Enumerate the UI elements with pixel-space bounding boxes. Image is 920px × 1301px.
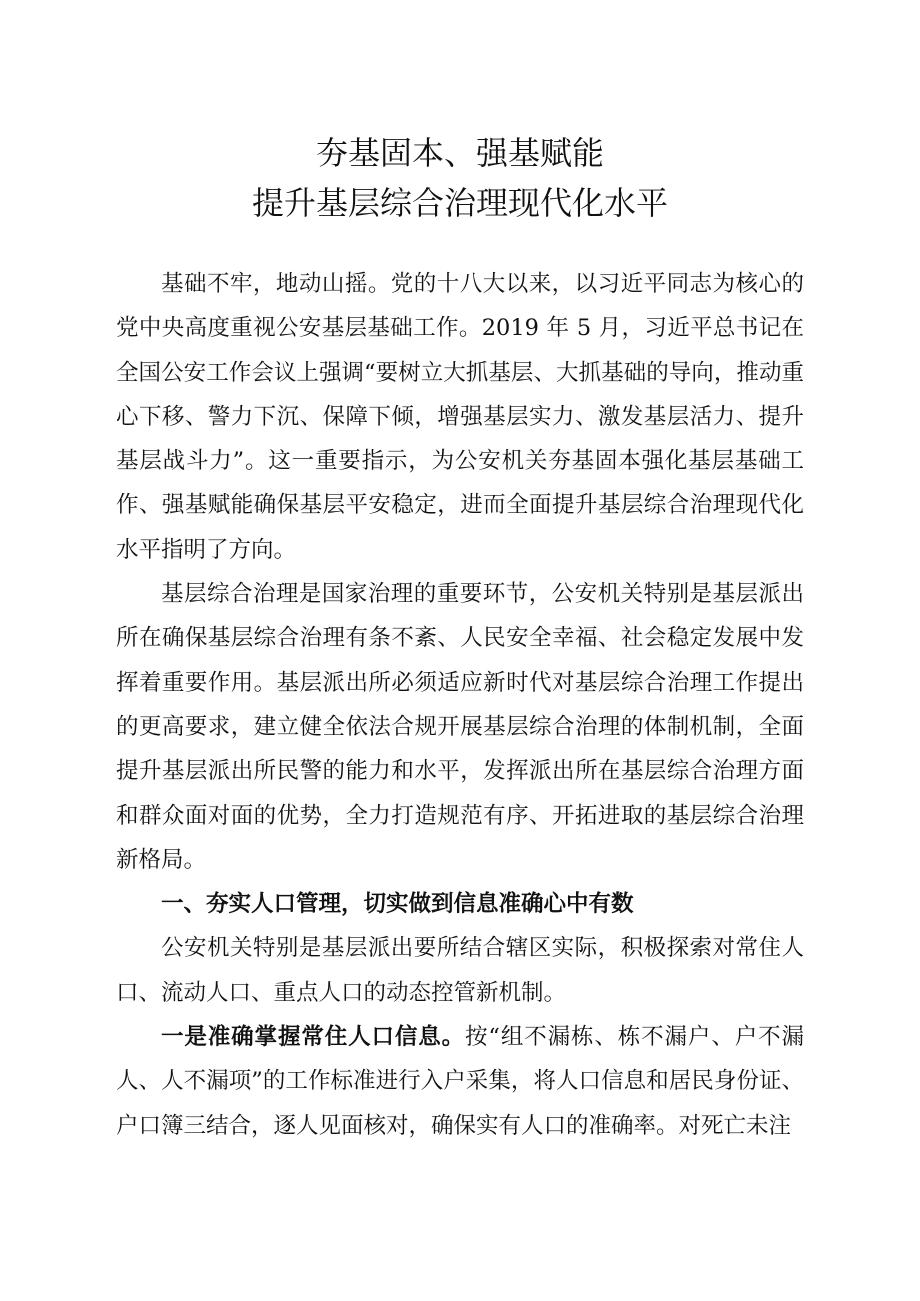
section-1-point-1 — [116, 1015, 804, 1148]
point-1-lead: 一是准确掌握常住人口信息。 — [161, 1024, 466, 1051]
title-line-1: 夯基固本、强基赋能 — [315, 134, 604, 172]
point-1-text: 按“组不漏栋、栋不漏户、户不漏人、人不漏项”的工作标准进行入户采集，将人口信息和居民身份证、户口簿三结合，逐人见面核对，确保实有人口的准确率。对死亡未注 — [116, 1024, 804, 1139]
intro-paragraph-1: 基础不牢，地动山摇。党的十八大以来，以习近平同志为核心的党中央高度重视公安基层基础工作。2019 年 5 月，习近平总书记在全国公安工作会议上强调“要树立大抓基层、大抓基础的导向，推动重心下移、警力下沉、保障下倾，增强基层实力、激发基层活力、提升基层战斗力”。这一重要指示，为公安机关夯基固本强化基层基础工作、强基赋能确保基层平安稳定，进而全面提升基层综合治理现代化水平指明了方向。 — [116, 271, 804, 563]
section-1-heading: 一、夯实人口管理，切实做到信息准确心中有数 — [161, 891, 634, 918]
section-1-intro: 公安机关特别是基层派出要所结合辖区实际，积极探索对常住人口、流动人口、重点人口的动态控管新机制。 — [116, 935, 804, 1006]
document-body — [116, 262, 804, 1148]
document-title — [0, 128, 920, 228]
intro-paragraph-2: 基层综合治理是国家治理的重要环节，公安机关特别是基层派出所在确保基层综合治理有条不紊、人民安全幸福、社会稳定发展中发挥着重要作用。基层派出所必须适应新时代对基层综合治理工作提出的更高要求，建立健全依法合规开展基层综合治理的体制机制，全面提升基层派出所民警的能力和水平，发挥派出所在基层综合治理方面和群众面对面的优势，全力打造规范有序、开拓进取的基层综合治理新格局。 — [116, 581, 804, 873]
title-line-2: 提升基层综合治理现代化水平 — [251, 184, 668, 222]
